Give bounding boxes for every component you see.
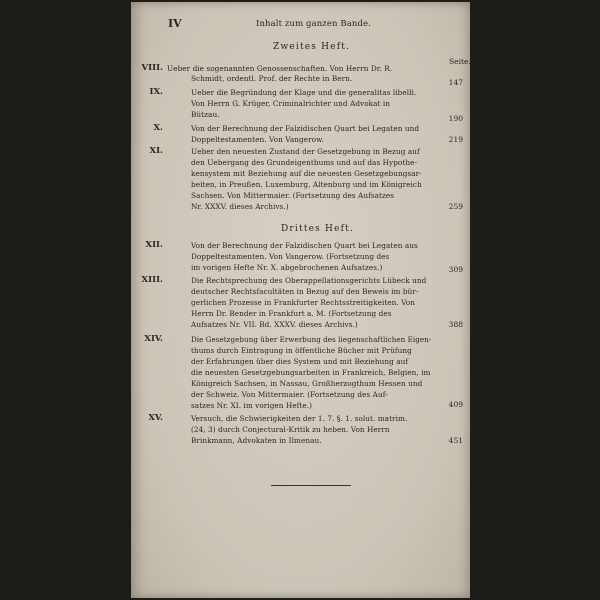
entry-line: Bützau.: [191, 110, 220, 119]
entry-line: thums durch Eintragung in öffentliche Bücher mit Prüfung: [191, 346, 412, 355]
entry-number: X.: [153, 123, 163, 133]
entry-line: der Schweiz. Von Mittermaier. (Fortsetzung des Auf-: [191, 390, 388, 399]
entry-line: Brinkmann, Advokaten in Ilmenau.: [191, 436, 322, 445]
entry-line: Herrn Dr. Bender in Frankfurt a. M. (Fortsetzung des: [191, 309, 392, 318]
seite-label: Seite.: [449, 57, 471, 66]
entry-line: die neuesten Gesetzgebungsarbeiten in Frankreich, Belgien, im: [191, 368, 431, 377]
entry-line: Von Herrn G. Krüger, Criminalrichter und Advokat in: [191, 99, 391, 108]
entry-page: 388: [448, 320, 463, 329]
entry-line: Sachsen. Von Mittermaier. (Fortsetzung des Aufsatzes: [191, 191, 395, 200]
entry-page: 190: [448, 114, 463, 123]
entry-line: Nr. XXXV. dieses Archivs.): [191, 202, 289, 211]
entry-line: Von der Berechnung der Falzidischen Quart bei Legaten und: [191, 124, 420, 133]
entry-number: VIII.: [141, 63, 163, 73]
entry-line: Von der Berechnung der Falzidischen Quart bei Legaten aus: [191, 241, 418, 250]
entry-line: satzes Nr. XI. im vorigen Hefte.): [191, 401, 313, 410]
entry-number: XI.: [149, 146, 163, 156]
entry-line: der Erfahrungen über dies System und mit Beziehung auf: [191, 357, 409, 366]
entry-number: XII.: [145, 240, 163, 250]
entry-line: Die Gesetzgebung über Erwerbung des liegenschaftlichen Eigen-: [191, 335, 432, 344]
entry-line: Schmidt, ordentl. Prof. der Rechte in Bern.: [191, 74, 353, 83]
entry-number: IX.: [149, 87, 163, 97]
entry-number: XIII.: [141, 275, 163, 285]
entry-page: 309: [448, 265, 463, 274]
entry-line: Versuch, die Schwierigkeiten der 1. 7. §. 1. solut. matrim.: [191, 414, 408, 423]
entry-line: gerlichen Prozesse in Frankfurter Rechtsstreitigkeiten. Von: [191, 298, 416, 307]
entry-line: Doppeltestamenten. Von Vangerow. (Fortsetzung des: [191, 252, 390, 261]
entry-line: deutscher Rechtsfacultäten in Bezug auf den Beweis im bür-: [191, 287, 419, 296]
section-title-drittes-heft: Drittes Heft.: [281, 224, 355, 234]
entry-line: den Uebergang des Grundeigenthums und auf das Hypothe-: [191, 158, 417, 167]
entry-line: Ueber die sogenannten Genossenschaften. Von Herrn Dr. R.: [167, 64, 393, 73]
entry-page: 259: [448, 202, 463, 211]
page-number: IV: [168, 17, 182, 30]
entry-page: 147: [448, 78, 463, 87]
entry-line: Doppeltestamenten. Von Vangerow.: [191, 135, 324, 144]
entry-line: beiten, in Preußen, Luxemburg, Altenburg und im Königreich: [191, 180, 422, 189]
entry-line: Ueber die Begründung der Klage und die generalitas libelli.: [191, 88, 417, 97]
section-title-zweites-heft: Zweites Heft.: [273, 42, 351, 52]
closing-rule: [271, 485, 351, 486]
entry-line: Königreich Sachsen, in Nassau, Großherzogthum Hessen und: [191, 379, 423, 388]
entry-line: Aufsatzes Nr. VII. Bd. XXXV. dieses Archivs.): [191, 320, 358, 329]
entry-line: Ueber den neuesten Zustand der Gesetzgebung in Bezug auf: [191, 147, 420, 156]
book-page: [131, 2, 470, 598]
entry-line: kensystem mit Beziehung auf die neuesten Gesetzgebungsar-: [191, 169, 422, 178]
entry-number: XIV.: [144, 334, 163, 344]
entry-page: 451: [448, 436, 463, 445]
running-head: Inhalt zum ganzen Bande.: [256, 19, 371, 29]
entry-line: Die Rechtsprechung des Oberappellationsgerichts Lübeck und: [191, 276, 427, 285]
entry-line: (24, 3) durch Conjectural-Kritik zu heben. Von Herrn: [191, 425, 390, 434]
entry-number: XV.: [148, 413, 163, 423]
entry-page: 219: [448, 135, 463, 144]
entry-line: im vorigen Hefte Nr. X. abgebrochenen Aufsatzes.): [191, 263, 383, 272]
entry-page: 409: [448, 400, 463, 409]
